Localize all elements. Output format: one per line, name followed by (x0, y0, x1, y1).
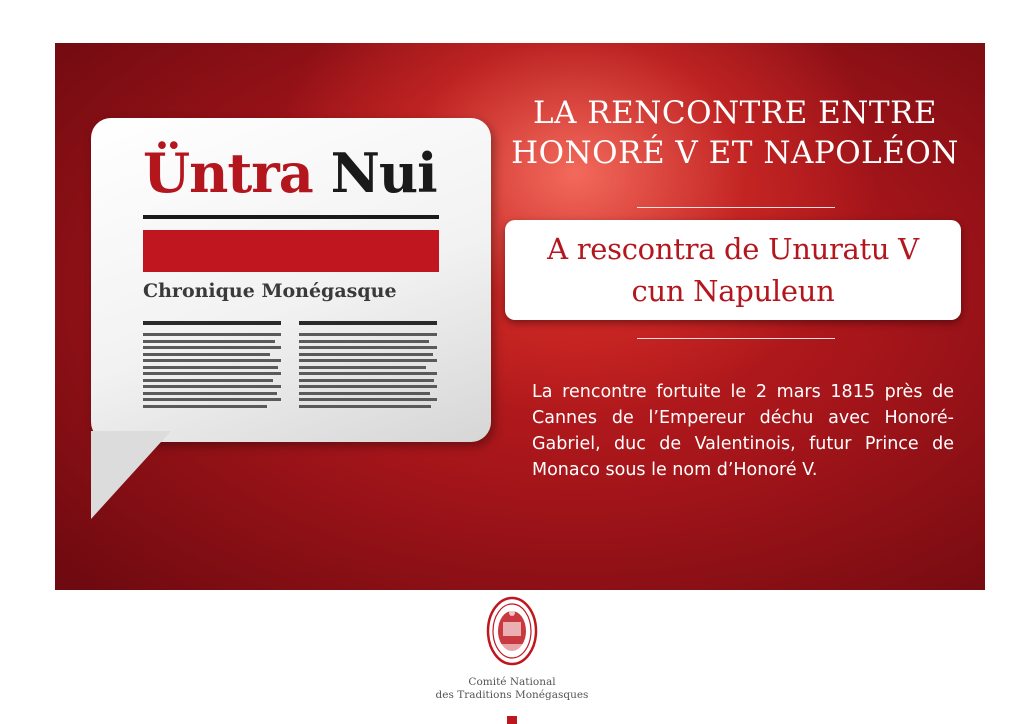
monegasque-title-line-1: A rescontra de Unuratu V (547, 232, 919, 266)
monegasque-title (505, 228, 961, 312)
description-paragraph: La rencontre fortuite le 2 mars 1815 près de Cannes de l’Empereur déchu avec Honoré-Gabriel, duc de Valentinois, futur Prince de Monaco sous le nom d’Honoré V. (532, 382, 954, 480)
organization-name-line-1: Comité National (468, 676, 556, 688)
masthead-title-second: Nui (330, 141, 437, 205)
masthead-title-first: Üntra (143, 141, 313, 205)
newspaper-column-left (143, 321, 281, 411)
newspaper-column-right (299, 321, 437, 411)
organization-name (400, 676, 624, 702)
masthead-rule (143, 215, 439, 219)
headline-line-1: LA RENCONTRE ENTRE (532, 95, 938, 131)
newspaper-masthead (143, 143, 437, 203)
divider-top (637, 207, 835, 208)
masthead-red-band (143, 230, 439, 272)
speech-bubble-tail (91, 431, 171, 519)
divider-bottom (637, 338, 835, 339)
headline (485, 93, 985, 173)
seal-icon (486, 596, 538, 666)
organization-name-line-2: des Traditions Monégasques (435, 689, 589, 701)
monegasque-title-line-2: cun Napuleun (631, 274, 835, 308)
footer-red-mark (507, 716, 517, 724)
masthead-subtitle: Chronique Monégasque (143, 280, 397, 302)
headline-line-2: HONORÉ V ET NAPOLÉON (511, 135, 959, 171)
hero-banner (55, 43, 985, 590)
